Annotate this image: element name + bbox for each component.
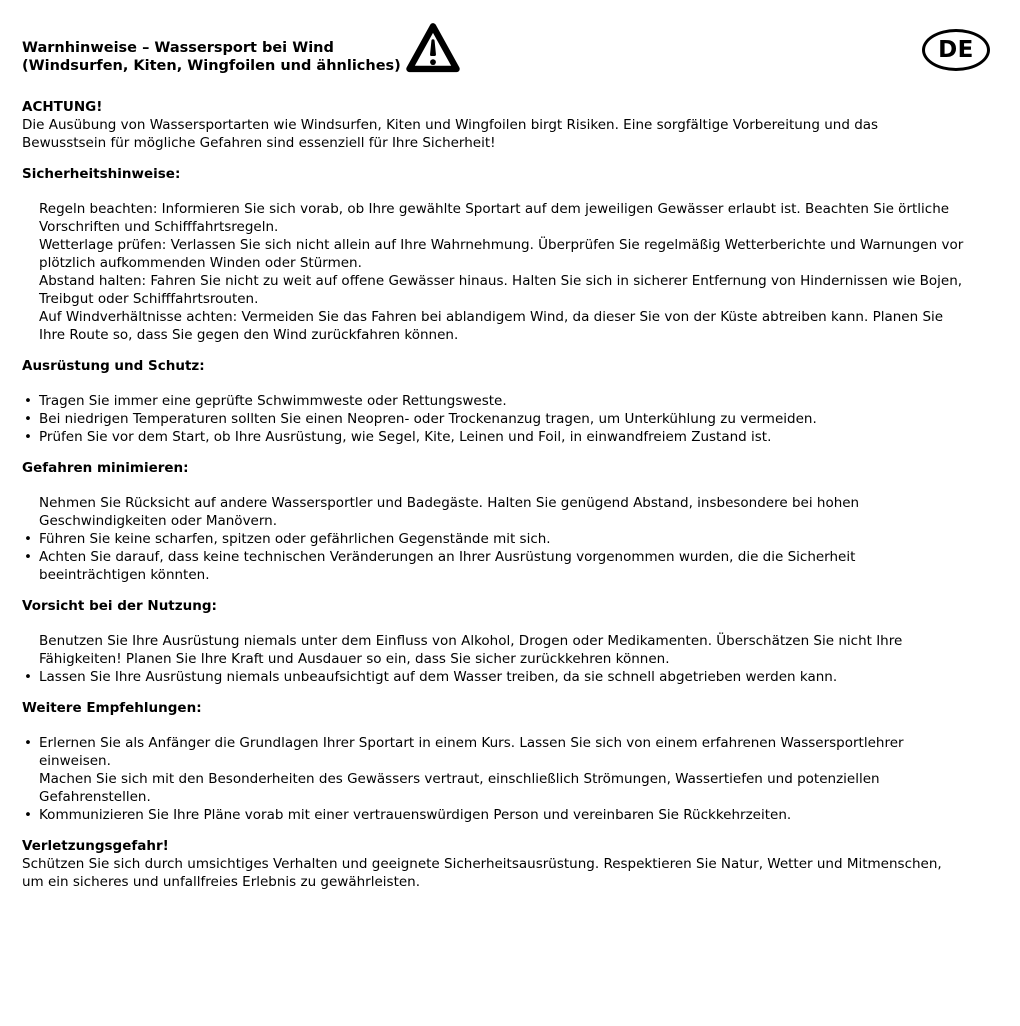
bullet-marker-icon: • [24, 549, 32, 565]
bullet-item [22, 392, 966, 410]
page-title-line2: (Windsurfen, Kiten, Wingfoilen und ähnliches) [22, 58, 401, 74]
block-text: Bei niedrigen Temperaturen sollten Sie einen Neopren- oder Trockenanzug tragen, um Unterkühlung zu vermeiden. [39, 411, 817, 427]
block-text: Abstand halten: Fahren Sie nicht zu weit auf offene Gewässer hinaus. Halten Sie sich in sicherer Entfernung von Hindernissen wie Bojen, Treibgut oder Schifffahrtsrouten. [39, 273, 963, 307]
block-text: Erlernen Sie als Anfänger die Grundlagen Ihrer Sportart in einem Kurs. Lassen Sie sich von einem erfahrenen Wassersportlehrer einweisen. [39, 735, 904, 769]
paragraph [22, 855, 966, 891]
document-header [0, 0, 1020, 92]
section-ausruestung-und-schutz [22, 357, 966, 446]
bullet-marker-icon: • [24, 669, 32, 685]
page-title-line1: Warnhinweise – Wassersport bei Wind [22, 40, 334, 56]
indented-item [22, 200, 966, 236]
bullet-item [22, 428, 966, 446]
indented-item [22, 272, 966, 308]
indented-item [22, 632, 966, 668]
paragraph [22, 116, 966, 152]
section-achtung [22, 98, 966, 152]
bullet-marker-icon: • [24, 807, 32, 823]
section-heading-weitere-empfehlungen: Weitere Empfehlungen: [22, 700, 202, 716]
indented-item [22, 770, 966, 806]
section-heading-vorsicht-bei-der-nutzung: Vorsicht bei der Nutzung: [22, 598, 217, 614]
document-body [0, 92, 1020, 891]
section-heading-achtung: ACHTUNG! [22, 99, 103, 115]
section-heading-ausruestung-und-schutz: Ausrüstung und Schutz: [22, 358, 205, 374]
section-verletzungsgefahr [22, 837, 966, 891]
warning-triangle-icon [404, 20, 462, 78]
bullet-item [22, 668, 966, 686]
indented-item [22, 494, 966, 530]
block-text: Lassen Sie Ihre Ausrüstung niemals unbeaufsichtigt auf dem Wasser treiben, da sie schnell abgetrieben werden kann. [39, 669, 838, 685]
section-vorsicht-bei-der-nutzung [22, 597, 966, 686]
block-text: Tragen Sie immer eine geprüfte Schwimmweste oder Rettungsweste. [39, 393, 507, 409]
block-text: Achten Sie darauf, dass keine technischen Veränderungen an Ihrer Ausrüstung vorgenommen wurden, die die Sicherheit beeinträchtigen könnten. [39, 549, 856, 583]
bullet-marker-icon: • [24, 411, 32, 427]
bullet-marker-icon: • [24, 531, 32, 547]
section-sicherheitshinweise [22, 165, 966, 344]
section-heading-sicherheitshinweise: Sicherheitshinweise: [22, 166, 181, 182]
block-text: Kommunizieren Sie Ihre Pläne vorab mit einer vertrauenswürdigen Person und vereinbaren Sie Rückkehrzeiten. [39, 807, 792, 823]
indented-item [22, 308, 966, 344]
block-text: Regeln beachten: Informieren Sie sich vorab, ob Ihre gewählte Sportart auf dem jeweiligen Gewässer erlaubt ist. Beachten Sie örtliche Vorschriften und Schifffahrtsregeln. [39, 201, 950, 235]
section-gefahren-minimieren [22, 459, 966, 584]
section-heading-gefahren-minimieren: Gefahren minimieren: [22, 460, 189, 476]
block-text: Führen Sie keine scharfen, spitzen oder gefährlichen Gegenstände mit sich. [39, 531, 551, 547]
block-text: Machen Sie sich mit den Besonderheiten des Gewässers vertraut, einschließlich Strömungen, Wassertiefen und potenziellen Gefahrenstellen. [39, 771, 880, 805]
bullet-marker-icon: • [24, 393, 32, 409]
block-text: Die Ausübung von Wassersportarten wie Windsurfen, Kiten und Wingfoilen birgt Risiken. Eine sorgfältige Vorbereitung und das Bewusstsein für mögliche Gefahren sind essenziell für Ihre Sicherheit! [22, 117, 879, 151]
block-text: Prüfen Sie vor dem Start, ob Ihre Ausrüstung, wie Segel, Kite, Leinen und Foil, in einwandfreiem Zustand ist. [39, 429, 772, 445]
indented-item [22, 236, 966, 272]
block-text: Auf Windverhältnisse achten: Vermeiden Sie das Fahren bei ablandigem Wind, da dieser Sie von der Küste abtreiben kann. Planen Sie Ihre Route so, dass Sie gegen den Wind zurückfahren können. [39, 309, 944, 343]
bullet-item [22, 548, 966, 584]
block-text: Nehmen Sie Rücksicht auf andere Wassersportler und Badegäste. Halten Sie genügend Abstand, insbesondere bei hohen Geschwindigkeiten oder Manövern. [39, 495, 860, 529]
section-weitere-empfehlungen [22, 699, 966, 824]
page-title [22, 39, 401, 75]
bullet-item [22, 806, 966, 824]
section-heading-verletzungsgefahr: Verletzungsgefahr! [22, 838, 169, 854]
bullet-item [22, 410, 966, 428]
bullet-marker-icon: • [24, 429, 32, 445]
block-text: Wetterlage prüfen: Verlassen Sie sich nicht allein auf Ihre Wahrnehmung. Überprüfen Sie regelmäßig Wetterberichte und Warnungen vor plötzlich aufkommenden Winden oder Stürmen. [39, 237, 964, 271]
bullet-item [22, 734, 966, 770]
bullet-item [22, 530, 966, 548]
block-text: Benutzen Sie Ihre Ausrüstung niemals unter dem Einfluss von Alkohol, Drogen oder Medikamenten. Überschätzen Sie nicht Ihre Fähigkeiten! Planen Sie Ihre Kraft und Ausdauer so ein, dass Sie sicher zurückkehren können. [39, 633, 903, 667]
bullet-marker-icon: • [24, 735, 32, 751]
language-badge: DE [922, 29, 990, 71]
block-text: Schützen Sie sich durch umsichtiges Verhalten und geeignete Sicherheitsausrüstung. Respektieren Sie Natur, Wetter und Mitmenschen, um ein sicheres und unfallfreies Erlebnis zu gewährleisten. [22, 856, 942, 890]
